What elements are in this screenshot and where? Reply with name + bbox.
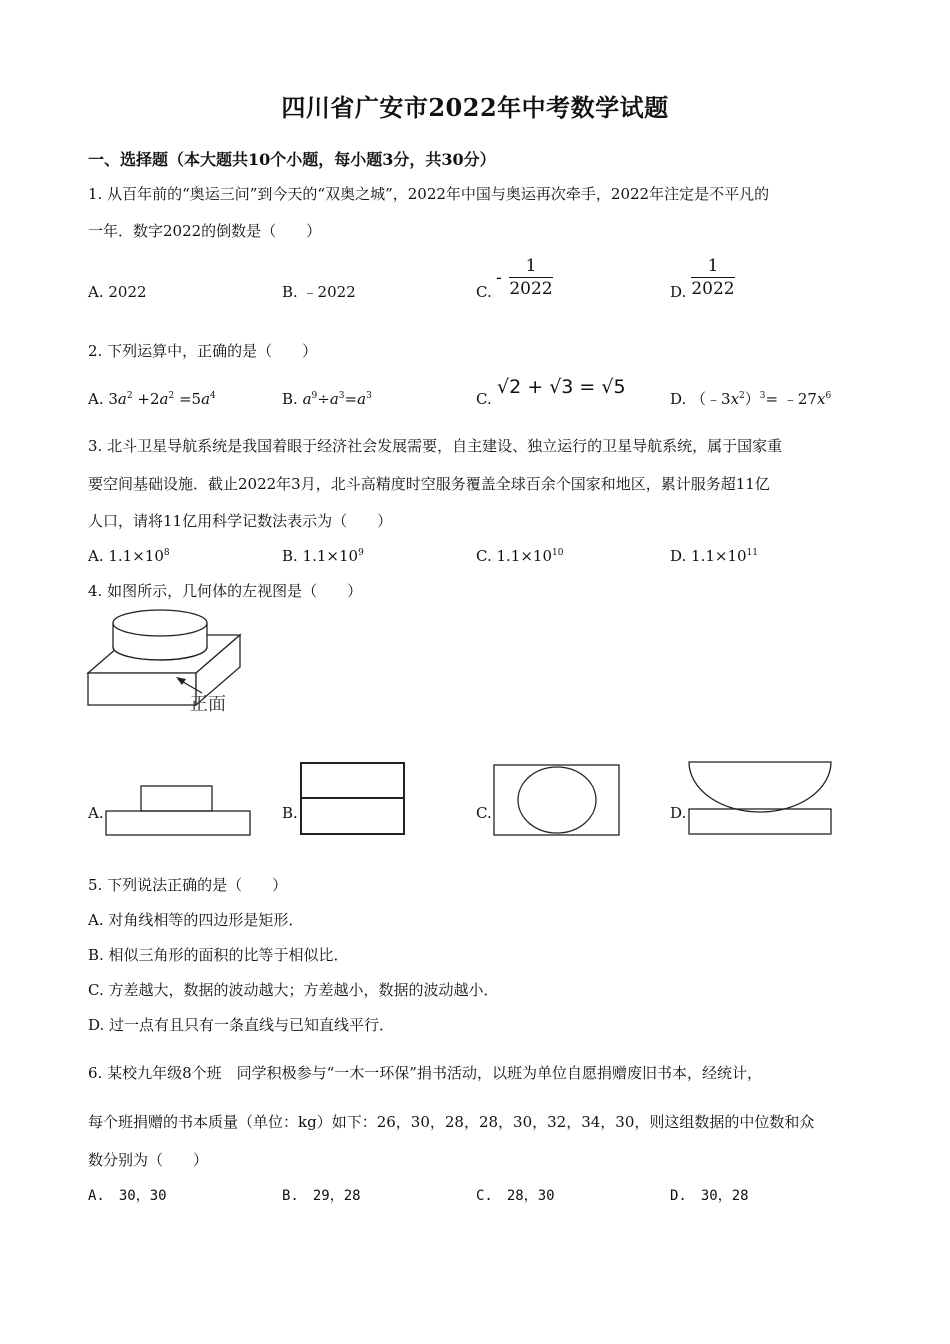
q6-stem-line3: 数分别为（ ） [88,1151,209,1169]
q4-option-a-label: A. [88,804,104,822]
q3-option-d [670,546,758,566]
q1-option-a: A. 2022 [88,283,147,301]
q3-option-c [476,546,563,566]
q3-d-exponent: 11 [746,548,758,558]
page-title: 四川省广安市2022年中考数学试题 [281,93,669,122]
q5-stem: 5. 下列说法正确的是（ ） [88,876,288,894]
q6-option-a: A. 30，30 [88,1188,167,1204]
section-heading: 一、选择题（本大题共10个小题，每小题3分，共30分） [88,150,496,169]
q3-stem-line2: 要空间基础设施．截止2022年3月，北斗高精度时空服务覆盖全球百余个国家和地区，累计服务超11亿 [88,475,770,493]
q3-stem-line3: 人口，请将11亿用科学记数法表示为（ ） [88,512,393,530]
q3-b-text: B. 1.1×10 [282,547,359,565]
q6-option-b: B. 29，28 [282,1188,361,1204]
fraction-bar [509,277,553,278]
front-view-label: 正面 [190,694,226,715]
q1-c-numerator: 1 [525,256,537,276]
q4-option-b-figure [299,762,407,838]
q2-option-b: B. $a^9\div a^3=a^3$ [282,390,372,408]
q6-option-c: C. 28，30 [476,1188,555,1204]
q1-stem-line2: 一年．数字2022的倒数是（ ） [88,222,322,240]
q5-option-b: B. 相似三角形的面积的比等于相似比． [88,946,349,964]
fraction-bar [691,277,735,278]
q2-option-d: D. $(﹣3x^2)^3=$ $﹣27x^6$ [670,390,832,408]
q1-option-d-label: D. [670,283,687,301]
q1-option-b: B. ﹣2022 [282,283,356,301]
q5-option-d: D. 过一点有且只有一条直线与已知直线平行． [88,1016,395,1034]
q4-option-a-figure [105,784,253,838]
q3-a-text: A. 1.1×10 [88,547,164,565]
q1-d-denominator: 2022 [691,279,735,299]
q2-b-label: B. [282,390,298,408]
q1-option-c-sign: - [496,268,502,288]
q2-option-c-label: C. [476,390,492,408]
q5-option-c: C. 方差越大，数据的波动越大；方差越小，数据的波动越小． [88,981,499,999]
q3-c-exponent: 10 [552,548,564,558]
q2-d-eq: = ﹣27 [765,390,817,408]
q3-b-exponent: 9 [358,548,364,558]
q6-stem-line1: 6. 某校九年级8个班 同学积极参与“一木一环保”捐书活动，以班为单位自愿捐赠废旧书本，经统计， [88,1064,762,1082]
q5-option-a: A. 对角线相等的四边形是矩形． [88,911,304,929]
q3-option-a [88,546,170,566]
q2-d-label: D. （﹣3 [670,390,731,408]
q4-option-b-label: B. [282,804,298,822]
q3-d-text: D. 1.1×10 [670,547,747,565]
q1-c-denominator: 2022 [509,279,553,299]
q1-option-c-label: C. [476,283,492,301]
q2-d-tail: ） [744,390,760,408]
q4-option-d-figure [687,760,835,838]
q3-a-exponent: 8 [163,548,170,558]
q4-stem: 4. 如图所示，几何体的左视图是（ ） [88,582,363,600]
q1-d-numerator: 1 [707,256,719,276]
q6-stem-line2: 每个班捐赠的书本质量（单位：kg）如下：26，30，28，28，30，32，34，30，则这组数据的中位数和众 [88,1113,815,1131]
q3-c-text: C. 1.1×10 [476,547,552,565]
q4-option-c-label: C. [476,804,492,822]
q4-option-d-label: D. [670,804,687,822]
q2-option-a: A. $3a^2 +2a^2 =5a^4$ [88,390,216,408]
q6-option-d: D. 30，28 [670,1188,749,1204]
q2-option-c-expression: √2 + √3 = √5 [497,376,626,398]
q2-stem: 2. 下列运算中，正确的是（ ） [88,342,318,360]
q1-option-d-fraction [691,256,735,299]
q4-option-c-figure [493,764,623,838]
q3-option-b [282,546,364,566]
q2-a-label: A. [88,390,104,408]
q1-option-c-fraction [509,256,553,299]
q3-stem-line1: 3. 北斗卫星导航系统是我国着眼于经济社会发展需要，自主建设、独立运行的卫星导航系统，属于国家重 [88,437,783,455]
q1-stem-line1: 1. 从百年前的“奥运三问”到今天的“双奥之城”，2022年中国与奥运再次牵手，2022年注定是不平凡的 [88,185,770,203]
